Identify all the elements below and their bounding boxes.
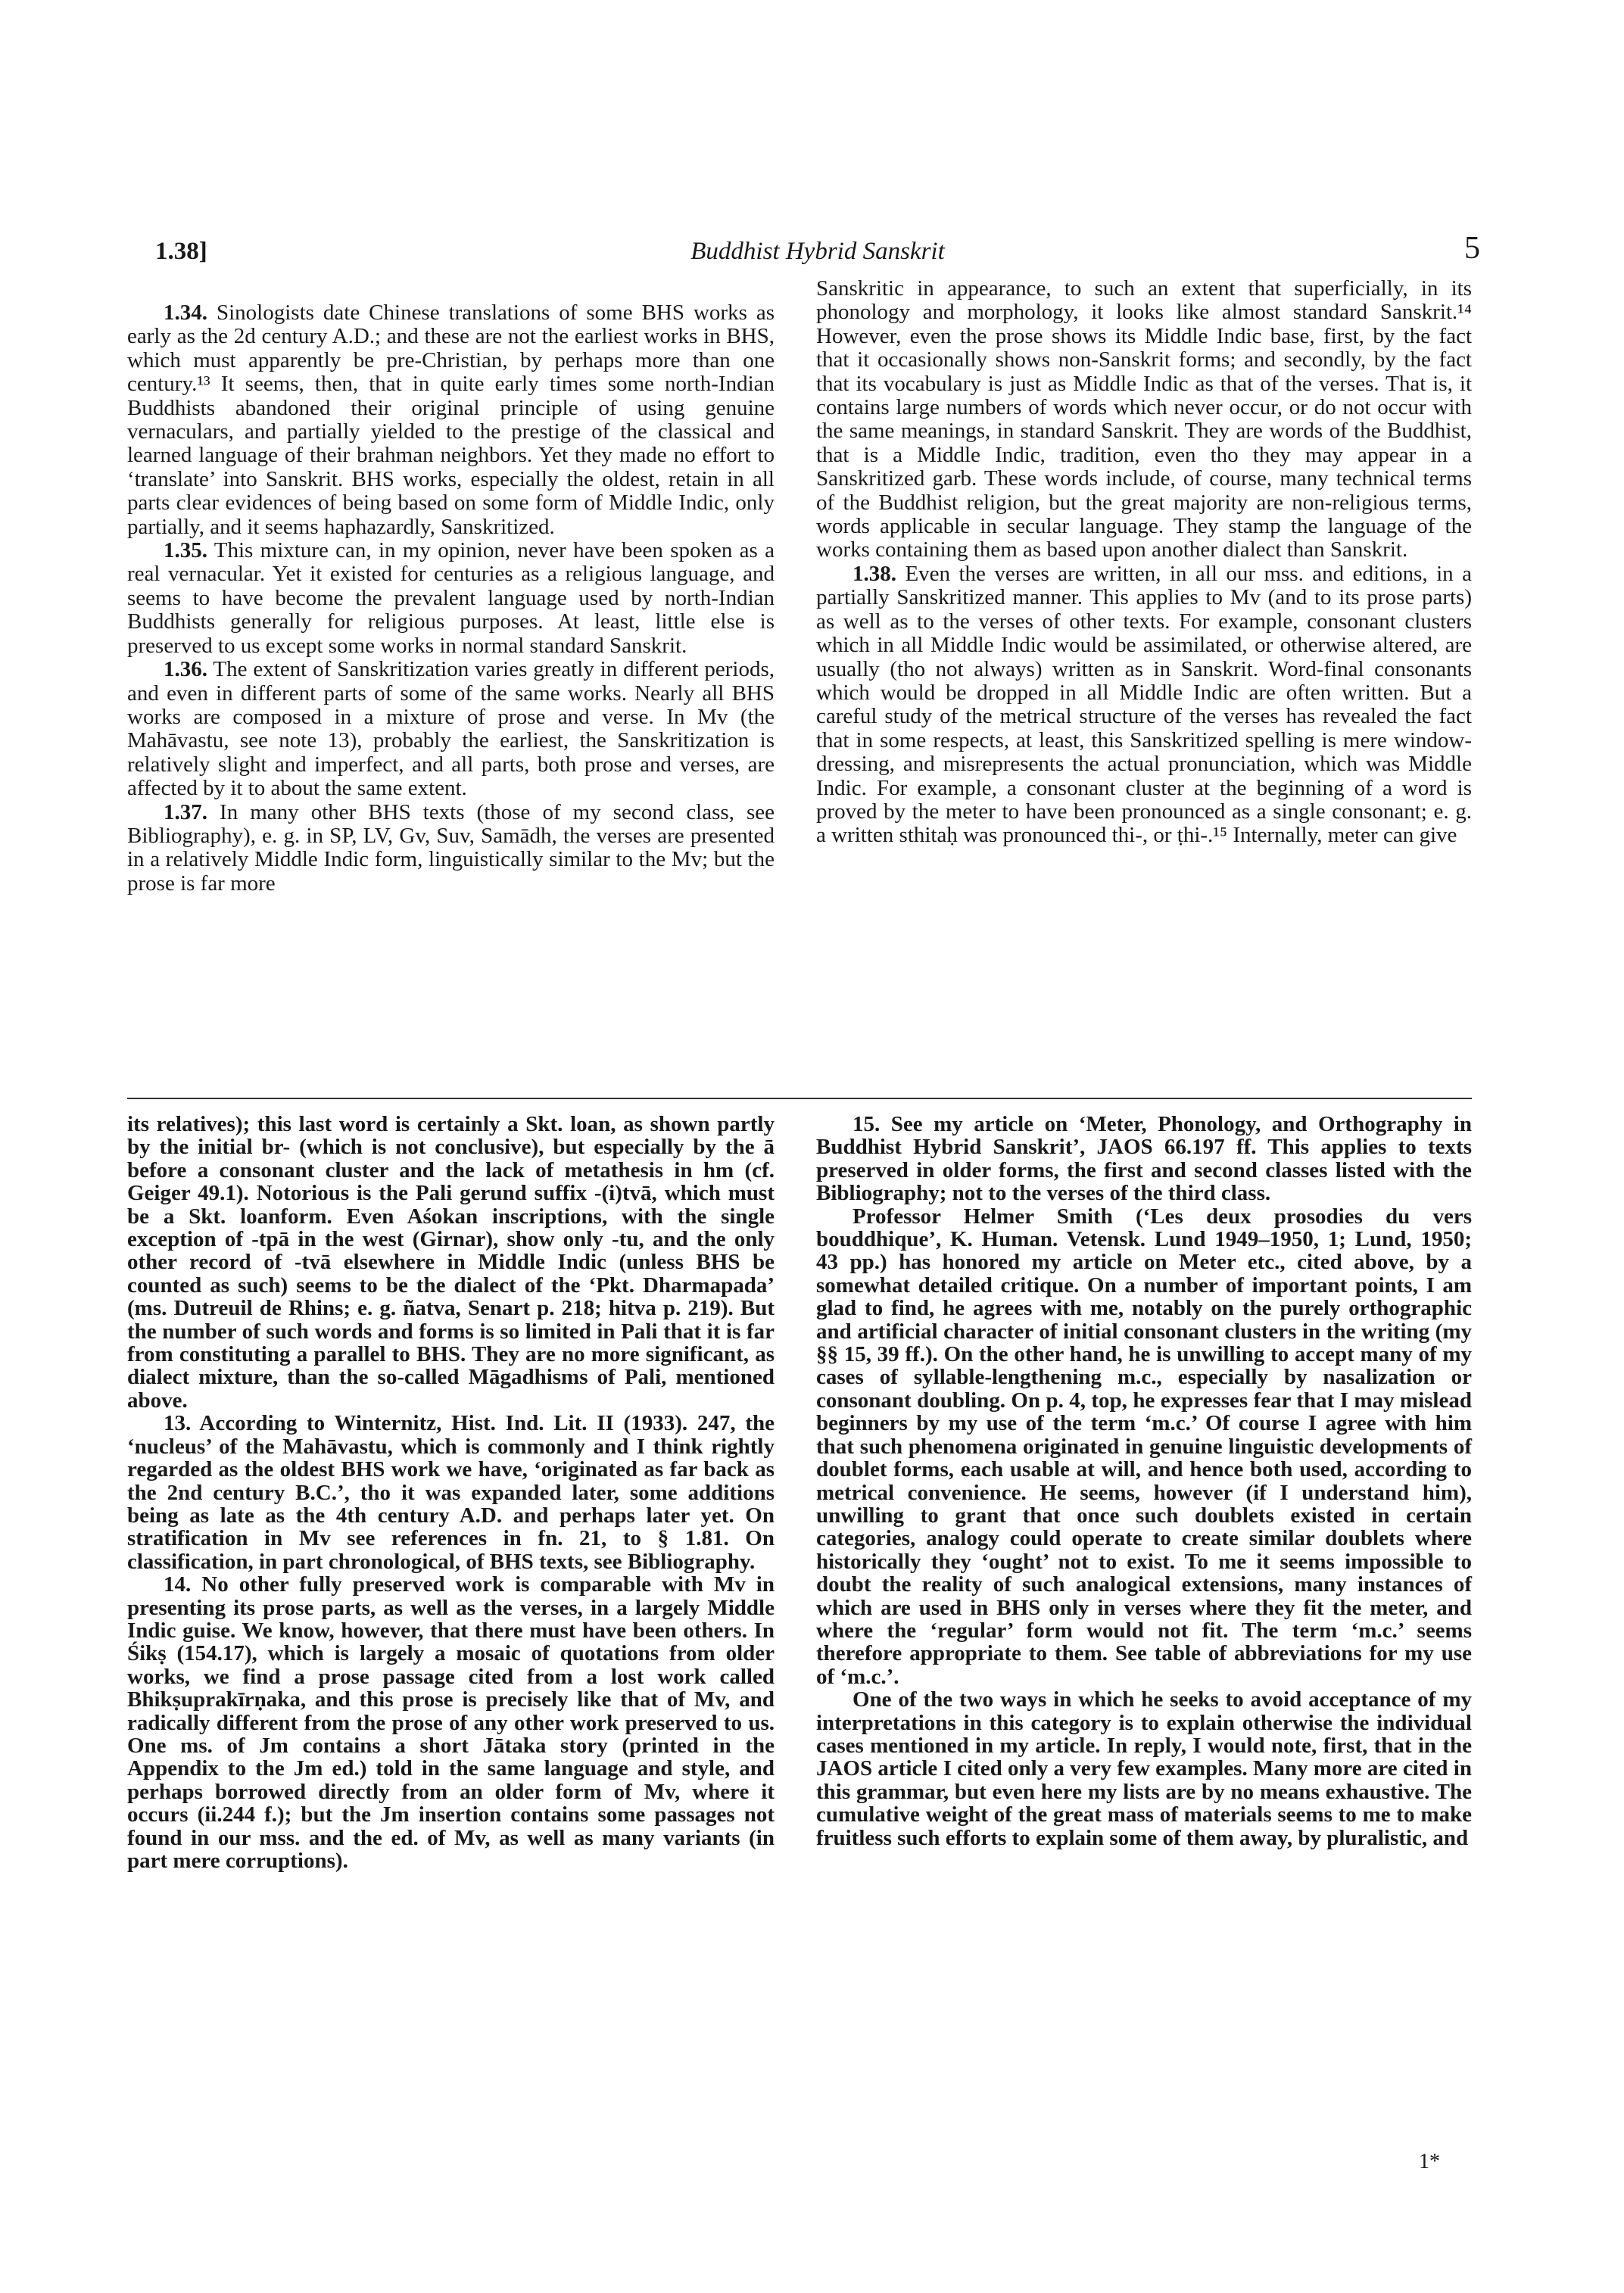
paragraph-text: Sinologists date Chinese translations of some BHS works as early as the 2d century A.D.; and these are not the earliest works in BHS, which must apparently be pre-Christian, by perhaps more than one century.¹³ It seems, then, that in quite early times some north-Indian Buddhists abandoned their original principle of using genuine vernaculars, and partially yielded to the prestige of the classical and learned language of their brahman neighbors. Yet they made no effort to ‘translate’ into Sanskrit. BHS works, especially the oldest, retain in all parts clear evidences of being based on some form of Middle Indic, only partially, and it seems haphazardly, Sanskritized. — [127, 301, 775, 539]
section-number: 1.36. — [164, 657, 207, 682]
paragraph-text: Sanskritic in appearance, to such an extent that superficially, in its phonology and morphology, it looks like almost standard Sanskrit.¹⁴ However, even the prose shows its Middle Indic base, first, by the fact that it occasionally shows non-Sanskrit forms; and secondly, by the fact that its vocabulary is just as Middle Indic as that of the verses. That is, it contains large numbers of words which never occur, or do not occur with the same meanings, in standard Sanskrit. They are words of the Buddhist, that is a Middle Indic, tradition, even tho they may appear in a Sanskritized garb. These words include, of course, many technical terms of the Buddhist religion, but the great majority are non-religious terms, words applicable in secular language. They stamp the language of the works containing them as based upon another dialect than Sanskrit. — [816, 276, 1472, 562]
paragraph-1-38 — [816, 562, 1472, 848]
section-number: 1.38. — [853, 561, 896, 586]
paragraph-text: This mixture can, in my opinion, never have been spoken as a real vernacular. Yet it existed for centuries as a religious language, and seems to have become the prevalent language used by north-Indian Buddhists generally for religious purposes. At least, little else is preserved to us except some works in normal standard Sanskrit. — [127, 538, 775, 658]
paragraph-text: The extent of Sanskritization varies greatly in different periods, and even in different parts of some of the same works. Nearly all BHS works are composed in a mixture of prose and verse. In Mv (the Mahāvastu, see note 13), probably the earliest, the Sanskritization is relatively slight and imperfect, and all parts, both prose and verses, are affected by it to about the same extent. — [127, 657, 775, 801]
paragraph-text: Even the verses are written, in all our mss. and editions, in a partially Sanskritized manner. This applies to Mv (and to its prose parts) as well as to the verses of other texts. For example, consonant clusters which in all Middle Indic would be assimilated, or otherwise altered, are usually (tho not always) written as in Sanskrit. Word-final consonants which would be dropped in all Middle Indic are often written. But a careful study of the metrical structure of the verses has revealed the fact that in some respects, at least, this Sanskritized spelling is mere window-dressing, and misrepresents the actual pronunciation, which was Middle Indic. For example, a consonant cluster at the beginning of a word is proved by the meter to have been pronounced as a single consonant; e. g. a written sthitaḥ was pronounced thi-, or ṭhi-.¹⁵ Internally, meter can give — [816, 561, 1472, 848]
footnote-continuation: its relatives); this last word is certainly a Skt. loan, as shown partly by the initial br- (which is not conclusive), but especially by the ā before a consonant cluster and the lack of metathesis in hm (cf. Geiger 49.1). Notorious is the Pali gerund suffix -(i)tvā, which must be a Skt. loanform. Even Aśokan inscriptions, with the single exception of -tpā in the west (Girnar), show only -tu, and the only other record of -tvā elsewhere in Middle Indic (unless BHS be counted as such) seems to be the dialect of the ‘Pkt. Dharmapada’ (ms. Dutreuil de Rhins; e. g. ñatva, Senart p. 218; hitva p. 219). But the number of such words and forms is so limited in Pali that it is far from constituting a parallel to BHS. They are no more significant, as dialect mixture, than the so-called Māgadhisms of Pali, mentioned above. — [127, 1112, 775, 1413]
paragraph-1-34 — [127, 301, 775, 539]
page-number: 5 — [1464, 231, 1480, 266]
section-reference: 1.38] — [155, 238, 207, 265]
footnotes-right-column — [816, 1113, 1472, 1849]
footnote-13: 13. According to Winternitz, Hist. Ind. Lit. II (1933). 247, the ‘nucleus’ of the Mahāvastu, which is commonly and I think rightly regarded as the oldest BHS work we have, ‘originated as far back as the 2nd century B.C.’, tho it was expanded later, some additions being as late as the 4th century A.D. and perhaps later yet. On stratification in Mv see references in fn. 21, to § 1.81. On classification, in part chronological, of BHS texts, see Bibliography. — [127, 1411, 775, 1574]
running-title: Buddhist Hybrid Sanskrit — [690, 238, 945, 265]
main-text-right-column — [816, 277, 1472, 848]
footnote-15: 15. See my article on ‘Meter, Phonology, and Orthography in Buddhist Hybrid Sanskrit’, JAOS 66.197 ff. This applies to texts preserved in older forms, the first and second classes listed with the Bibliography; not to the verses of the third class. — [816, 1112, 1472, 1206]
paragraph-1-37-continued — [816, 277, 1472, 562]
section-number: 1.35. — [164, 538, 207, 563]
section-number: 1.34. — [164, 301, 207, 325]
paragraph-text: In many other BHS texts (those of my second class, see Bibliography), e. g. in SP, LV, Gv, Suv, Samādh, the verses are presented in a relatively Middle Indic form, linguistically similar to the Mv; but the prose is far more — [127, 799, 775, 896]
main-text-left-column — [127, 301, 775, 896]
footnote-divider-rule — [127, 1098, 1472, 1099]
paragraph-1-36 — [127, 658, 775, 800]
signature-mark: 1* — [1419, 2150, 1440, 2173]
footnote-15-paragraph-2: Professor Helmer Smith (‘Les deux prosodies du vers bouddhique’, K. Human. Vetensk. Lund 1949–1950, 1; Lund, 1950; 43 pp.) has honored my article on Meter etc., cited above, by a somewhat detailed critique. On a number of important points, I am glad to find, he agrees with me, notably on the purely orthographic and artificial character of initial consonant clusters in the writing (my §§ 15, 39 ff.). On the other hand, he is unwilling to accept many of my cases of syllable-lengthening m.c., especially by nasalization or consonant doubling. On p. 4, top, he expresses fear that I may mislead beginners by my use of the term ‘m.c.’ Of course I agree with him that such phenomena originated in genuine linguistic developments of doublet forms, each usable at will, and hence both used, according to metrical convenience. He seems, however (if I understand him), unwilling to grant that once such doublets existed in certain categories, analogy could operate to create similar doublets where historically they ‘ought’ not to exist. To me it seems impossible to doubt the reality of such analogical extensions, many instances of which are used in BHS only in verses where they fit the meter, and where the ‘regular’ form would not fit. The term ‘m.c.’ seems therefore appropriate to them. See table of abbreviations for my use of ‘m.c.’. — [816, 1204, 1472, 1689]
paragraph-1-37 — [127, 801, 775, 896]
running-header — [155, 233, 1480, 279]
footnote-15-paragraph-3: One of the two ways in which he seeks to avoid acceptance of my interpretations in this category is to explain otherwise the individual cases mentioned in my article. In reply, I would note, first, that in the JAOS article I cited only a very few examples. Many more are cited in this grammar, but even here my lists are by no means exhaustive. The cumulative weight of the great mass of materials seems to me to make fruitless such efforts to explain some of them away, by pluralistic, and — [816, 1687, 1472, 1850]
paragraph-1-35 — [127, 539, 775, 658]
section-number: 1.37. — [164, 799, 207, 824]
footnotes-left-column — [127, 1113, 775, 1872]
footnote-14: 14. No other fully preserved work is comparable with Mv in presenting its prose parts, as well as the verses, in a largely Middle Indic guise. We know, however, that there must have been others. In Śikṣ (154.17), which is largely a mosaic of quotations from older works, we find a prose passage cited from a lost work called Bhikṣuprakīrṇaka, and this prose is precisely like that of Mv, and radically different from the prose of any other work preserved to us. One ms. of Jm contains a short Jātaka story (printed in the Appendix to the Jm ed.) told in the same language and style, and perhaps borrowed directly from an older form of Mv, where it occurs (ii.244 f.); but the Jm insertion contains some passages not found in our mss. and the ed. of Mv, as well as many variants (in part mere corruptions). — [127, 1572, 775, 1873]
